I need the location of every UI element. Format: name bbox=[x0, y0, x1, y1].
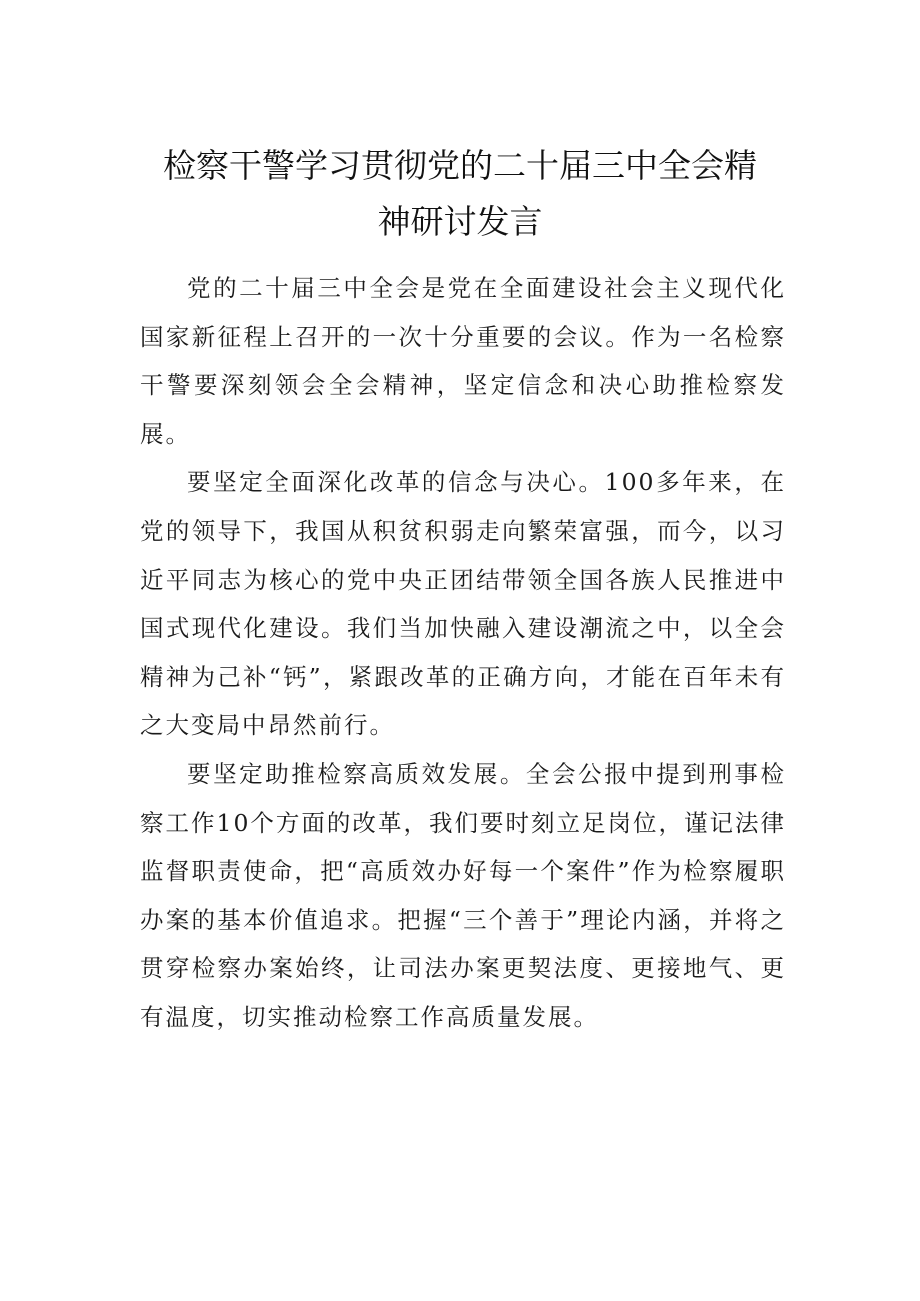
document-title-line-2: 神研讨发言 bbox=[377, 202, 543, 241]
paragraph: 要坚定全面深化改革的信念与决心。100多年来，在党的领导下，我国从积贫积弱走向繁荣富强，而今，以习近平同志为核心的党中央正团结带领全国各族人民推进中国式现代化建设。我们当加快融入建设潮流之中，以全会精神为己补“钙”，紧跟改革的正确方向，才能在百年未有之大变局中昂然前行。 bbox=[140, 468, 786, 740]
paragraph: 党的二十届三中全会是党在全面建设社会主义现代化国家新征程上召开的一次十分重要的会议。作为一名检察干警要深刻领会全会精神，坚定信念和决心助推检察发展。 bbox=[140, 274, 786, 448]
paragraph: 要坚定助推检察高质效发展。全会公报中提到刑事检察工作10个方面的改革，我们要时刻立足岗位，谨记法律监督职责使命，把“高质效办好每一个案件”作为检察履职办案的基本价值追求。把握“三个善于”理论内涵，并将之贯穿检察办案始终，让司法办案更契法度、更接地气、更有温度，切实推动检察工作高质量发展。 bbox=[140, 759, 786, 1031]
document-title-line-1: 检察干警学习贯彻党的二十届三中全会精 bbox=[163, 146, 757, 185]
document-body bbox=[140, 264, 786, 1042]
